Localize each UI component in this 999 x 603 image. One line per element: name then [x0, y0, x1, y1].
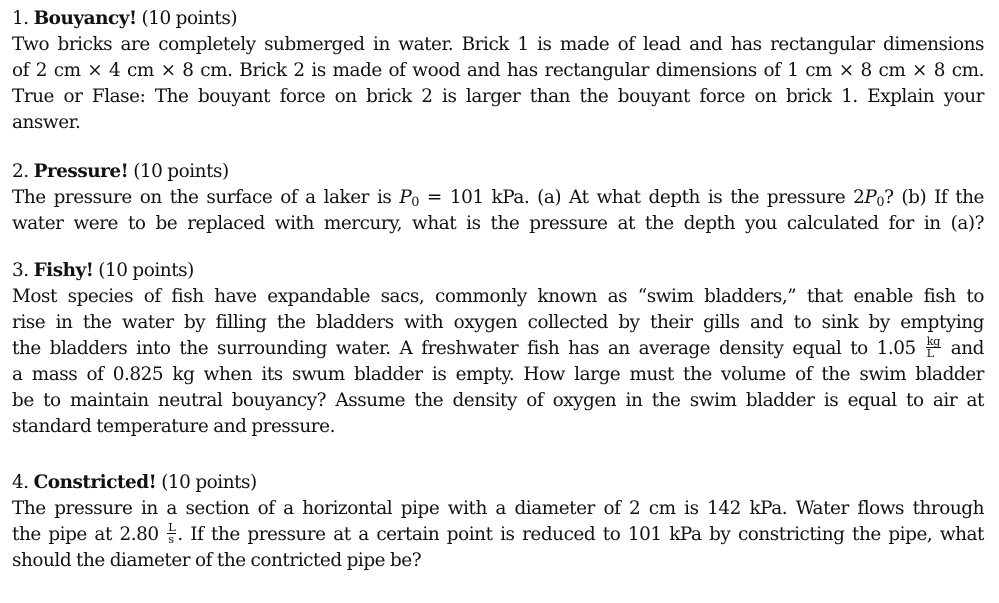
- problem-points: (10 points): [161, 472, 257, 493]
- problem-1: [12, 6, 984, 136]
- problem-2-text-line: water were to be replaced with mercury, what is the pressure at the depth you calculated for in (a)?: [12, 213, 984, 234]
- problem-title: Constricted!: [33, 472, 157, 493]
- subscript: 0: [876, 195, 885, 211]
- problem-2-text-line: [12, 185, 984, 211]
- problem-2: [12, 159, 984, 237]
- problem-3-text-line: a mass of 0.825 kg when its swum bladder is empty. How large must the volume of the swim bladder: [12, 364, 984, 385]
- problem-title: Pressure!: [33, 161, 129, 182]
- problem-1-heading: [12, 6, 984, 32]
- problem-points: (10 points): [141, 8, 238, 29]
- fraction-numerator: L: [168, 519, 176, 534]
- problem-1-text-line: of 2 cm × 4 cm × 8 cm. Brick 2 is made of wood and has rectangular dimensions of 1 cm × 8 cm × 8 cm.: [12, 60, 984, 81]
- fraction-denominator: s: [168, 531, 174, 546]
- problem-number: 3.: [12, 260, 29, 281]
- problem-points: (10 points): [133, 161, 229, 182]
- problem-4-heading: [12, 470, 984, 496]
- problem-3-text-line: Most species of fish have expandable sacs, commonly known as “swim bladders,” that enable fish to: [12, 286, 984, 307]
- problem-4-text-line: The pressure in a section of a horizontal pipe with a diameter of 2 cm is 142 kPa. Water flows through: [12, 498, 984, 519]
- problem-3-text-line: be to maintain neutral bouyancy? Assume the density of oxygen in the swim bladder is equal to air at: [12, 390, 984, 411]
- problem-title: Bouyancy!: [33, 8, 137, 29]
- density-unit-fraction: [926, 333, 941, 360]
- problem-3-text-line: [12, 333, 985, 362]
- text-segment: the pipe at 2.80: [12, 524, 167, 545]
- problem-1-text-line: answer.: [12, 112, 81, 133]
- text-segment: = 101 kPa. (a) At what depth is the pressure 2: [419, 187, 865, 208]
- problem-2-heading: [12, 159, 984, 185]
- problem-3-text-line: standard temperature and pressure.: [12, 416, 335, 437]
- problem-4: [12, 470, 984, 574]
- problem-1-text-line: Two bricks are completely submerged in water. Brick 1 is made of lead and has rectangular dimensions: [12, 34, 984, 55]
- pressure-variable: P: [864, 187, 877, 208]
- problem-number: 4.: [12, 472, 29, 493]
- flow-unit-fraction: [167, 519, 176, 546]
- fraction-numerator: kg: [926, 333, 940, 348]
- problem-3-heading: [12, 258, 984, 284]
- problem-1-text-line: True or Flase: The bouyant force on brick 2 is larger than the bouyant force on brick 1. Explain your: [12, 86, 984, 107]
- fraction-denominator: L: [926, 345, 934, 360]
- text-segment: The pressure on the surface of a laker is: [12, 187, 400, 208]
- subscript: 0: [411, 195, 419, 211]
- problem-number: 2.: [12, 161, 29, 182]
- problem-title: Fishy!: [33, 260, 94, 281]
- pressure-variable: P: [399, 187, 412, 208]
- problem-3: [12, 258, 984, 440]
- text-segment: . If the pressure at a certain point is reduced to 101 kPa by constricting the pipe, what: [177, 524, 984, 545]
- text-segment: ? (b) If the: [884, 187, 984, 208]
- problem-4-text-line: should the diameter of the contricted pipe be?: [12, 550, 422, 571]
- problem-4-text-line: [12, 519, 984, 548]
- problem-points: (10 points): [98, 260, 194, 281]
- text-segment: the bladders into the surrounding water. A freshwater fish has an average density equal to 1.05: [12, 338, 925, 359]
- problem-3-text-line: rise in the water by filling the bladders with oxygen collected by their gills and to sink by emptying: [12, 312, 984, 333]
- text-segment: and: [941, 338, 985, 359]
- problem-number: 1.: [12, 8, 29, 29]
